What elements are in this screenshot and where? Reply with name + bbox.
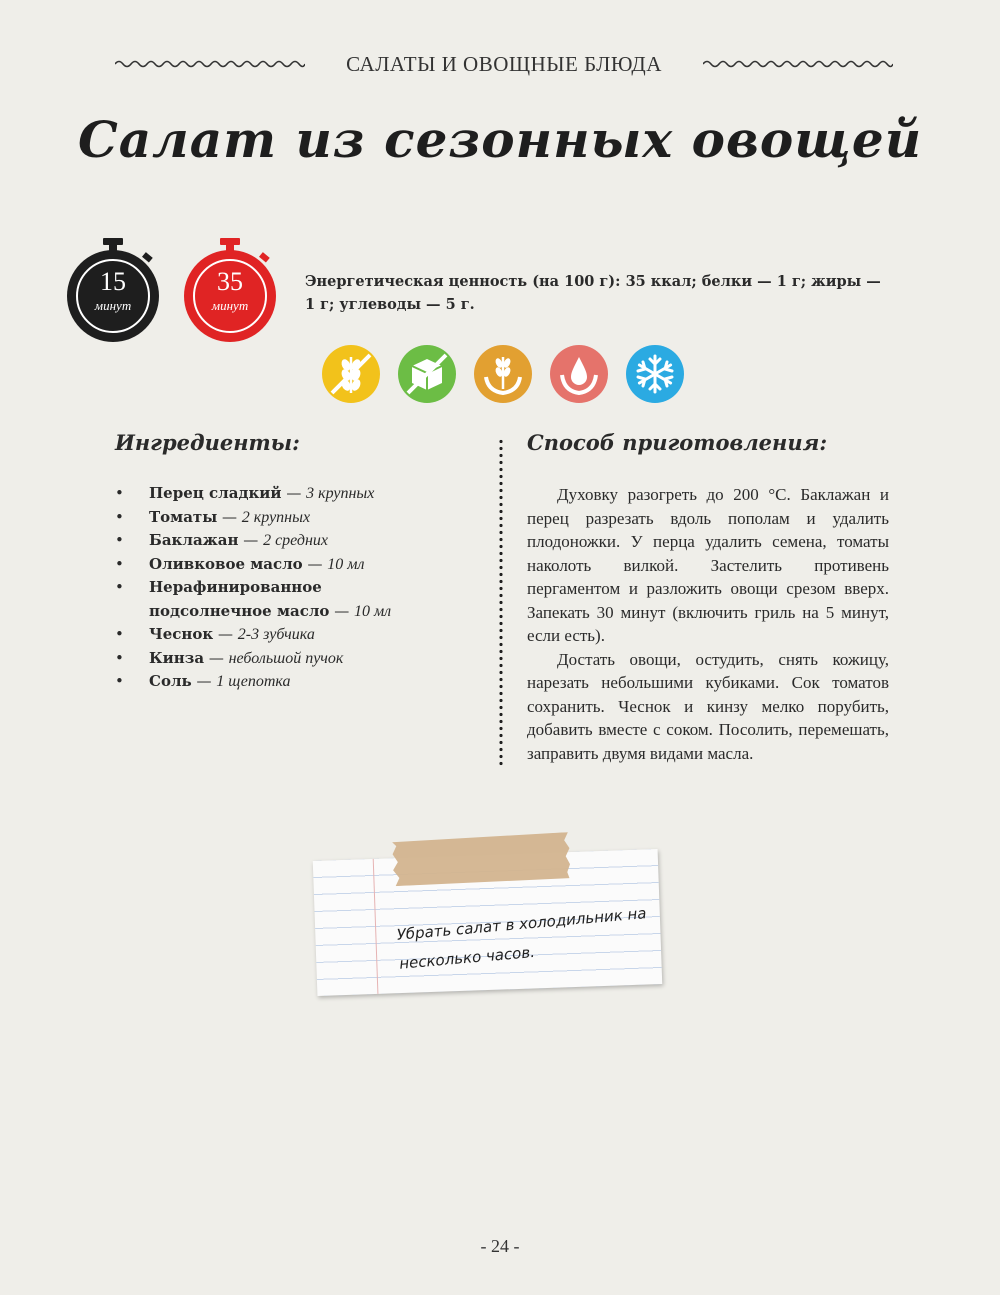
ingredient-name: Перец сладкий <box>149 484 282 502</box>
method-text <box>527 483 889 765</box>
ingredient-amount: 10 мл <box>327 555 365 573</box>
list-item <box>115 553 475 577</box>
sugar-free-icon <box>398 345 456 403</box>
ingredient-dash: — <box>329 601 354 620</box>
ingredient-dash: — <box>191 672 217 690</box>
list-item <box>115 529 475 553</box>
prep-time-unit: минут <box>94 298 132 313</box>
list-item <box>115 623 475 647</box>
method-heading: Способ приготовления: <box>527 430 828 455</box>
gluten-free-icon <box>322 345 380 403</box>
diet-icons-row <box>322 345 684 403</box>
cook-time-unit: минут <box>211 298 249 313</box>
ingredient-name: Баклажан <box>149 531 239 549</box>
cook-time-value: 35 <box>217 267 243 296</box>
freezable-icon <box>626 345 684 403</box>
wheat-icon <box>474 345 532 403</box>
method-paragraph: Духовку разогреть до 200 °С. Баклажан и перец разрезать вдоль пополам и удалить плодоножки. У перца удалить семена, томаты наколоть вилкой. Застелить противень пергаментом и разложить овощи срезом вверх. Запекать 30 минут (включить гриль на 5 минут, если есть). <box>527 485 889 645</box>
ingredients-list <box>115 482 475 694</box>
ingredient-amount: 3 крупных <box>306 485 375 502</box>
ingredient-dash: — <box>281 484 307 502</box>
note-text: Убрать салат в холодильник на несколько часов. <box>395 904 648 973</box>
recipe-title: Салат из сезонных овощей <box>77 110 923 169</box>
list-item <box>115 482 475 506</box>
method-paragraph: Достать овощи, остудить, снять кожицу, нарезать небольшими кубиками. Сок томатов сохранить. Чеснок и кинзу мелко порубить, добавить вместе с соком. Посолить, перемешать, заправить двумя видами масла. <box>527 649 889 763</box>
ingredient-amount: 1 щепотка <box>216 673 291 690</box>
ingredient-dash: — <box>213 625 238 643</box>
list-item <box>115 670 475 694</box>
ingredient-dash: — <box>238 531 264 549</box>
list-item <box>115 647 475 671</box>
ingredient-amount: 10 мл <box>353 602 392 620</box>
ingredient-dash: — <box>217 507 242 526</box>
ingredient-dash: — <box>302 554 328 573</box>
squiggle-divider-right <box>703 58 893 70</box>
ingredient-dash: — <box>204 648 229 667</box>
ingredient-name: Нерафинированное подсолнечное масло <box>149 578 330 620</box>
squiggle-divider-left <box>115 58 305 70</box>
list-item <box>115 506 475 530</box>
dairy-free-icon <box>550 345 608 403</box>
ingredients-heading: Ингредиенты: <box>115 430 300 455</box>
ingredient-name: Соль <box>149 672 192 690</box>
ingredient-amount: небольшой пучок <box>228 649 344 667</box>
ingredient-amount: 2-3 зубчика <box>237 626 315 643</box>
ingredient-name: Томаты <box>149 507 218 526</box>
nutrition-info: Энергетическая ценность (на 100 г): 35 ккал; белки — 1 г; жиры — 1 г; углеводы — 5 г. <box>305 273 881 313</box>
prep-time-timer <box>65 236 161 342</box>
cook-time-timer <box>182 236 278 342</box>
ingredient-name: Оливковое масло <box>149 554 303 573</box>
ingredient-name: Кинза <box>149 648 205 667</box>
dotted-column-divider <box>499 438 503 766</box>
section-title: САЛАТЫ И ОВОЩНЫЕ БЛЮДА <box>346 51 662 76</box>
section-header <box>115 48 893 80</box>
list-item <box>115 576 435 623</box>
page-number: - 24 - <box>480 1236 520 1256</box>
sticky-note <box>313 849 663 996</box>
ingredient-amount: 2 крупных <box>241 508 311 526</box>
ingredient-amount: 2 средних <box>263 532 328 549</box>
tape-strip <box>390 832 572 886</box>
ingredient-name: Чеснок <box>149 625 214 643</box>
prep-time-value: 15 <box>100 267 126 296</box>
